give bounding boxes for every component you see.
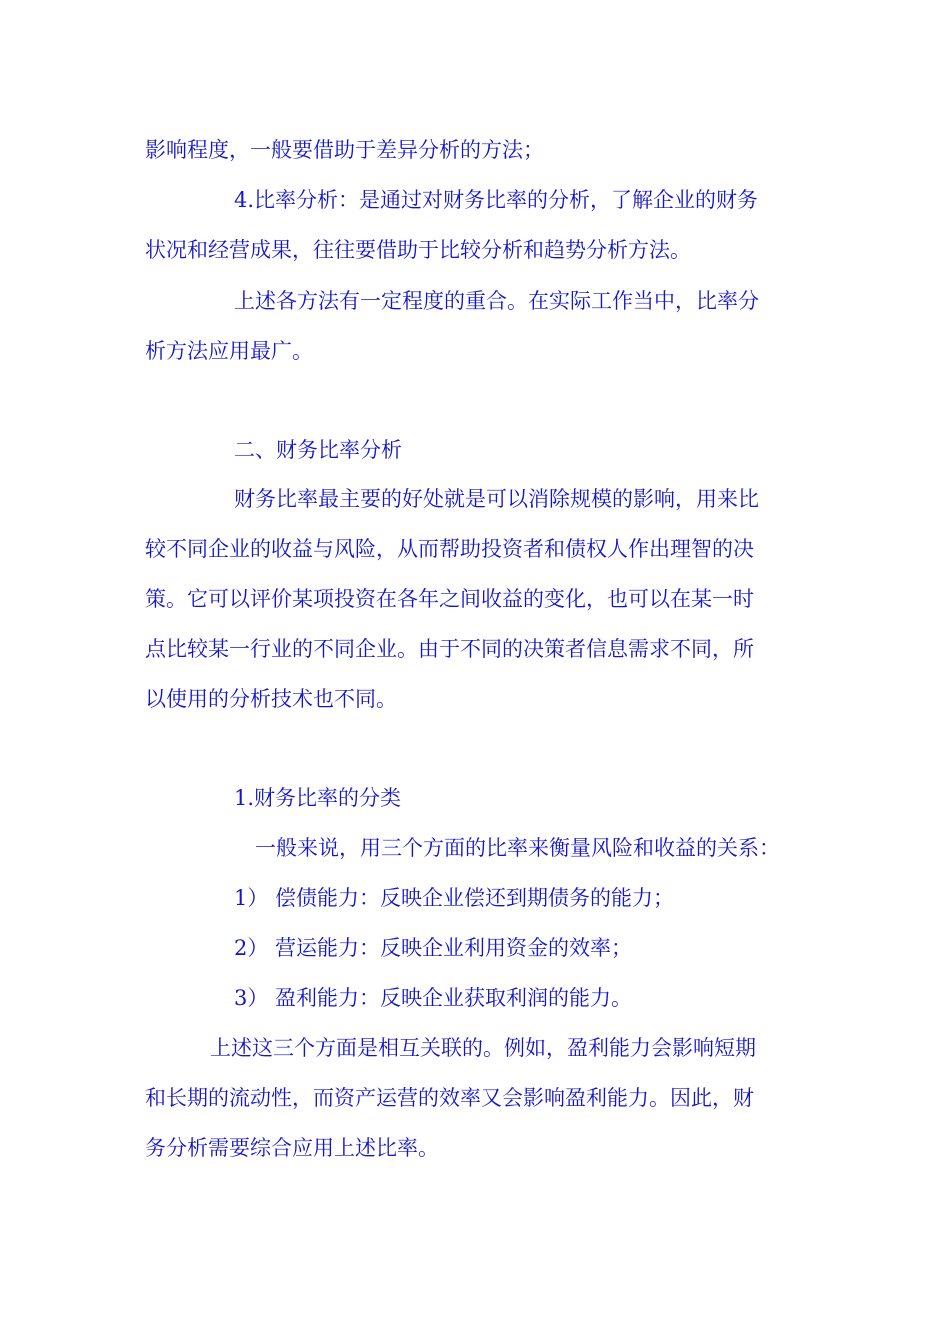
text-line: 财务比率最主要的好处就是可以消除规模的影响，用来比 bbox=[234, 487, 759, 511]
list-item: 3） 盈利能力：反映企业获取利润的能力。 bbox=[234, 986, 633, 1010]
text-line: 4.比率分析：是通过对财务比率的分析，了解企业的财务 bbox=[234, 188, 759, 212]
subsection-heading: 1.财务比率的分类 bbox=[234, 786, 402, 810]
text-line: 状况和经营成果，往往要借助于比较分析和趋势分析方法。 bbox=[145, 238, 691, 262]
text-line: 点比较某一行业的不同企业。由于不同的决策者信息需求不同，所 bbox=[145, 637, 754, 661]
section-heading: 二、财务比率分析 bbox=[234, 438, 402, 462]
text-line: 析方法应用最广。 bbox=[145, 339, 313, 363]
list-item: 1） 偿债能力：反映企业偿还到期债务的能力； bbox=[234, 886, 675, 910]
text-line: 上述这三个方面是相互关联的。例如，盈利能力会影响短期 bbox=[210, 1036, 756, 1060]
text-line: 影响程度，一般要借助于差异分析的方法； bbox=[145, 138, 544, 162]
text-line: 一般来说，用三个方面的比率来衡量风险和收益的关系： bbox=[255, 836, 780, 860]
text-line: 上述各方法有一定程度的重合。在实际工作当中，比率分 bbox=[234, 289, 759, 313]
text-line: 务分析需要综合应用上述比率。 bbox=[145, 1136, 439, 1160]
list-item: 2） 营运能力：反映企业利用资金的效率； bbox=[234, 936, 633, 960]
text-line: 和长期的流动性，而资产运营的效率又会影响盈利能力。因此，财 bbox=[145, 1086, 754, 1110]
text-line: 较不同企业的收益与风险，从而帮助投资者和债权人作出理智的决 bbox=[145, 537, 754, 561]
text-line: 策。它可以评价某项投资在各年之间收益的变化，也可以在某一时 bbox=[145, 587, 754, 611]
text-line: 以使用的分析技术也不同。 bbox=[145, 687, 397, 711]
